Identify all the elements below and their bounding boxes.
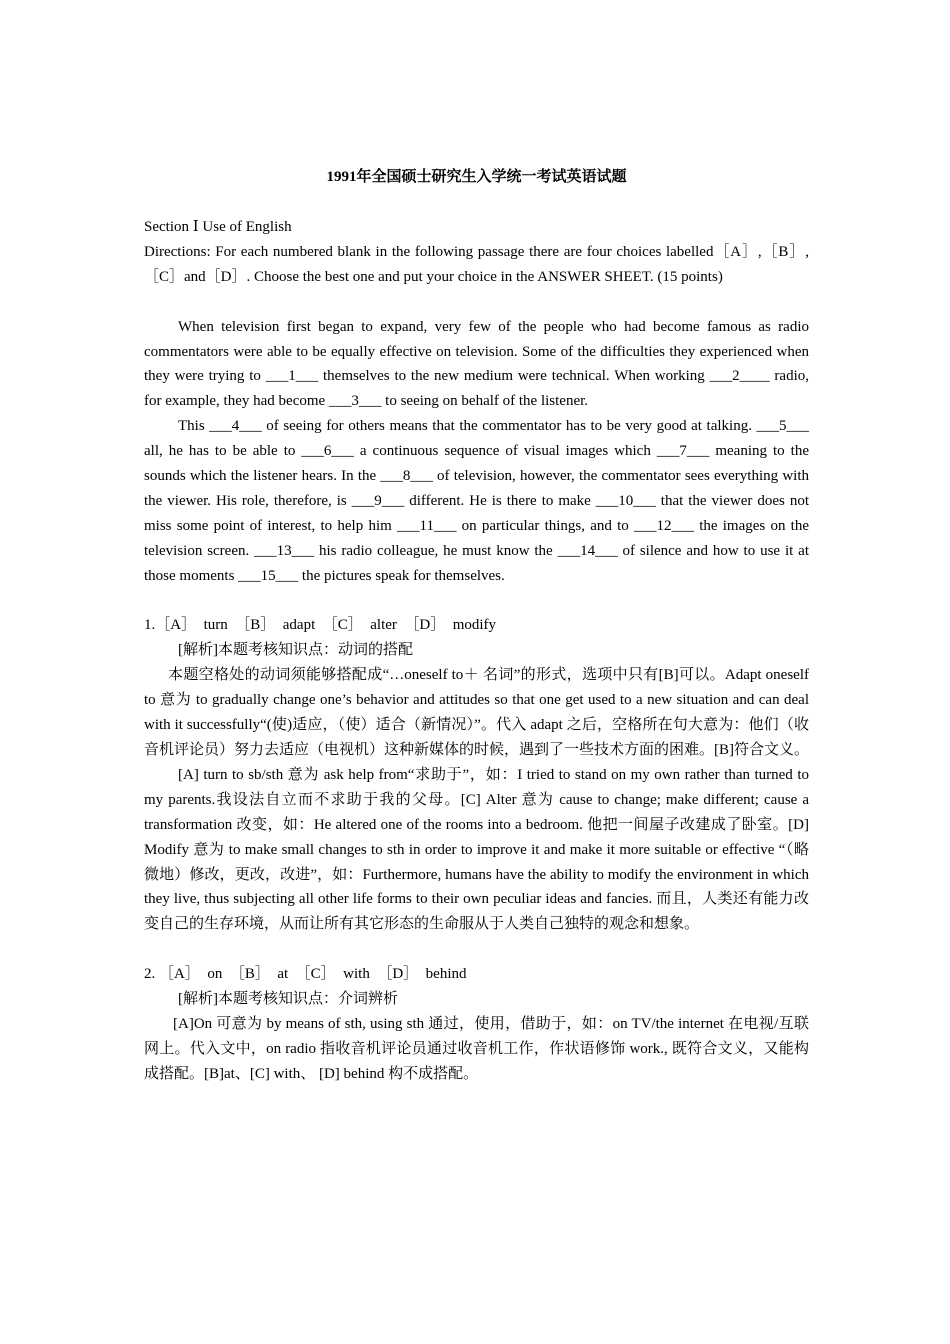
section-heading: Section Ⅰ Use of English bbox=[144, 219, 292, 235]
passage-paragraph-1: When television first began to expand, very few of the people who had become famous as radio commentators were able to be equally effective on television. Some of the difficulties they experienced when they were trying to ___1___ themselves to the new medium were technical. When working ___2____ radio, for example, they had become ___3___ to seeing on behalf of the listener. bbox=[144, 318, 809, 410]
question-1-analysis-paragraph: [A] turn to sb/sth 意为 ask help from“求助于”，如：I tried to stand on my own rather than turned to my parents.我设法自立而不求助于我的父母。[C] Alter 意为 cause to change; make different; cause a transformation 改变，如：He altered one of the rooms into a bedroom. 他把一间屋子改建成了卧室。[D] Modify 意为 to make small changes to sth in order to improve it and make it more suitable or effective “（略微地）修改，更改，改进”，如：Furthermore, humans have the ability to modify the environment in which they live, thus subjecting all other life forms to their own peculiar ideas and fancies. 而且，人类还有能力改变自己的生存环境，从而让所有其它形态的生命服从于人类自己独特的观念和想象。 bbox=[144, 766, 809, 933]
directions: Directions: For each numbered blank in the following passage there are four choices labelled［A］,［B］,［C］and［D］. Choose the best one and put your choice in the ANSWER SHEET. (15 points) bbox=[144, 243, 809, 285]
question-1-analysis-paragraph: 本题空格处的动词须能够搭配成“…oneself to＋ 名词”的形式，选项中只有[B]可以。Adapt oneself to 意为 to gradually change one’s behavior and attitudes so that one get used to a new situation and can deal with it successfully“(使)适应，（使）适合（新情况）”。代入 adapt 之后，空格所在句大意为：他们（收音机评论员）努力去适应（电视机）这种新媒体的时候，遇到了一些技术方面的困难。[B]符合文义。 bbox=[144, 667, 809, 758]
spacer bbox=[144, 589, 809, 614]
question-2-analysis-paragraph: [A]On 可意为 by means of sth, using sth 通过，使用，借助于，如：on TV/the internet 在电视/互联网上。代入文中，on radio 指收音机评论员通过收音机工作，作状语修饰 work., 既符合文义，又能构成搭配。[B]at、[C] with、 [D] behind 构不成搭配。 bbox=[144, 1015, 809, 1082]
passage-paragraph-2: This ___4___ of seeing for others means that the commentator has to be very good at talking. ___5___ all, he has to be able to ___6___ a continuous sequence of visual images which ___7___ meaning to the sounds which the listener hears. In the ___8___ of television, however, the commentator sees everything with the viewer. His role, therefore, is ___9___ different. He is there to make ___10___ that the viewer does not miss some point of interest, to help him ___11___ on particular things, and to ___12___ the images on the television screen. ___13___ his radio colleague, he must know the ___14___ of silence and how to use it at those moments ___15___ the pictures speak for themselves. bbox=[144, 418, 809, 584]
question-2-analysis-title: [解析]本题考核知识点：介词辨析 bbox=[178, 991, 398, 1008]
page-title: 1991年全国硕士研究生入学统一考试英语试题 bbox=[326, 169, 627, 185]
spacer bbox=[144, 937, 809, 962]
document-page bbox=[144, 165, 809, 1087]
question-1-choices: 1.［A］ turn ［B］ adapt ［C］ alter ［D］ modify bbox=[144, 617, 497, 634]
question-1-analysis-title: [解析]本题考核知识点：动词的搭配 bbox=[178, 642, 413, 659]
question-2-choices: 2. ［A］ on ［B］ at ［C］ with ［D］ behind bbox=[144, 966, 467, 983]
spacer bbox=[144, 290, 809, 315]
